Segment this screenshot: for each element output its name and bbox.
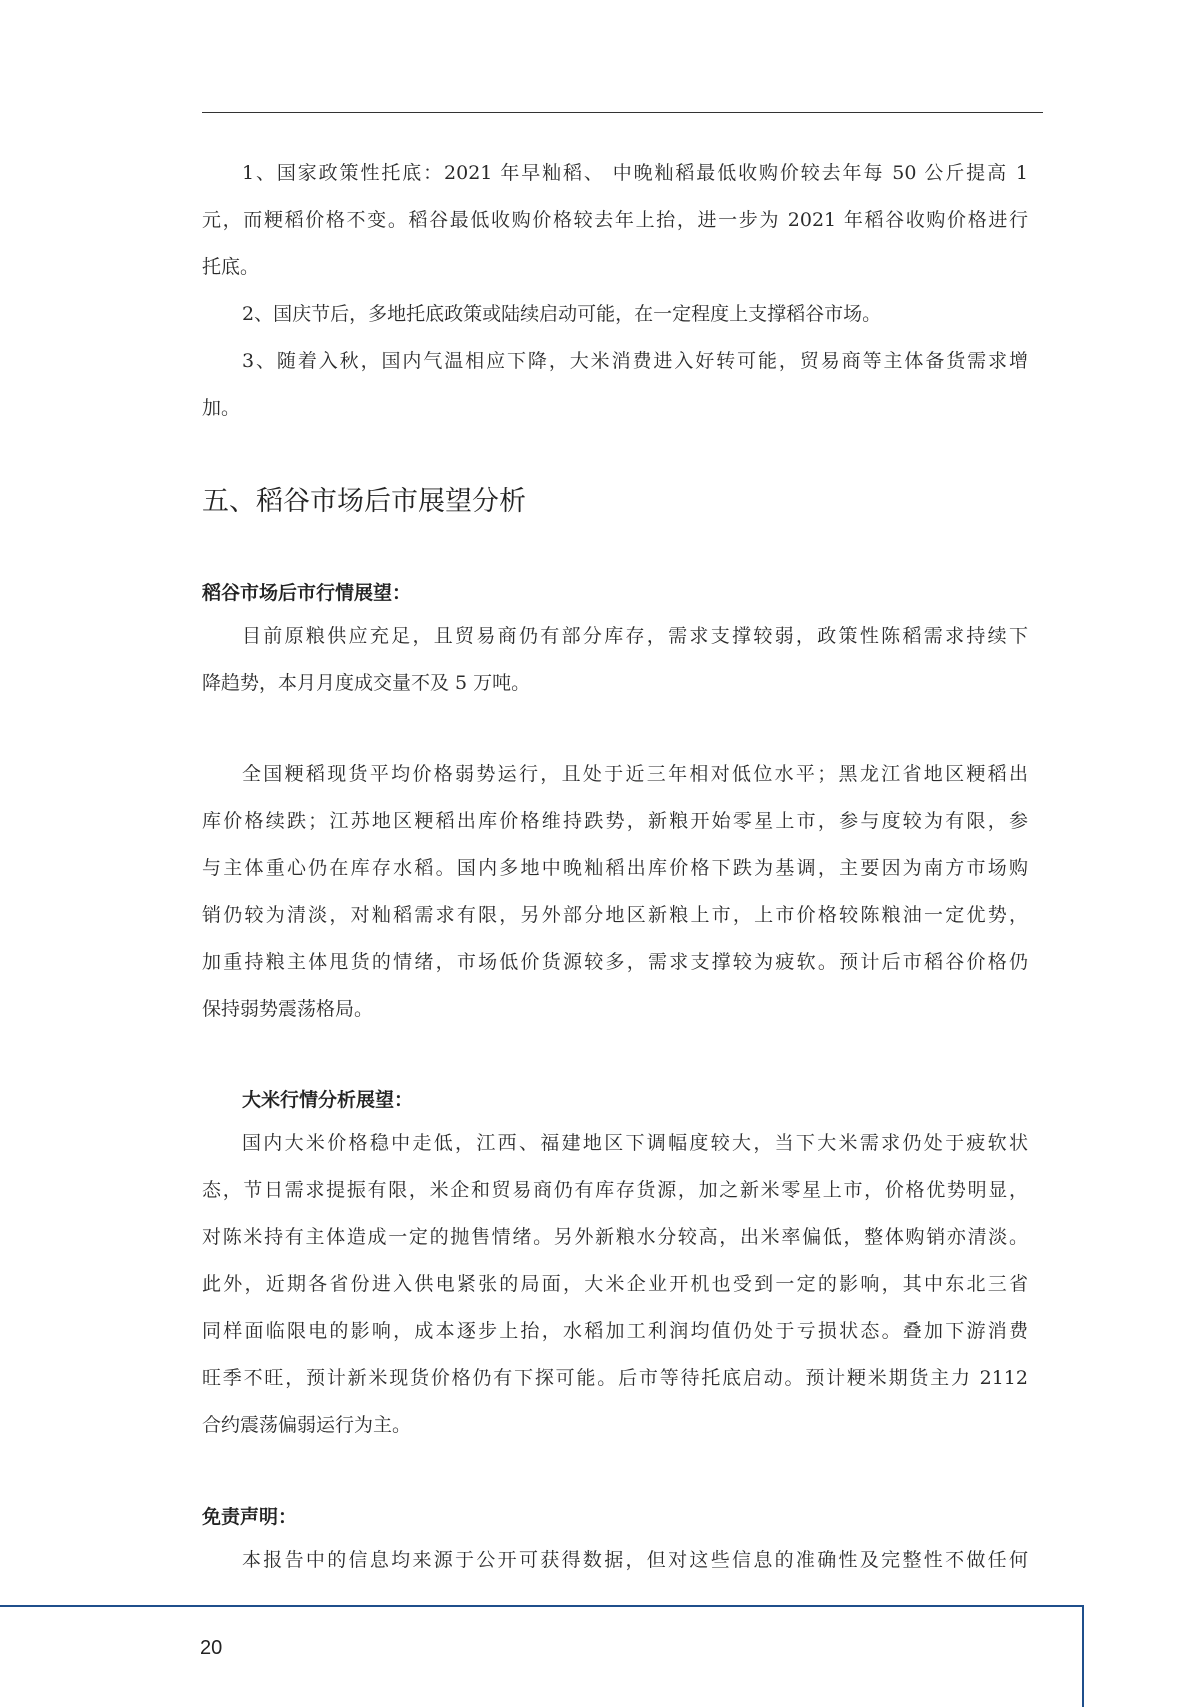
- paddy-outlook-paragraph-2: [202, 751, 1028, 1033]
- list-item-2: [202, 291, 1028, 338]
- text-line: 加重持粮主体甩货的情绪，市场低价货源较多，需求支撑较为疲软。预计后市稻谷价格仍: [202, 951, 1028, 973]
- rice-outlook-section: [202, 1080, 1028, 1449]
- intro-list: [202, 150, 1028, 432]
- paddy-outlook-section: [202, 573, 1028, 707]
- list-item-1: [202, 150, 1028, 291]
- text-line: 目前原粮供应充足，且贸易商仍有部分库存，需求支撑较弱，政策性陈稻需求持续下: [242, 625, 1028, 647]
- text-line: 同样面临限电的影响，成本逐步上抬，水稻加工利润均值仍处于亏损状态。叠加下游消费: [202, 1320, 1028, 1342]
- text-line: 加。: [202, 397, 241, 419]
- text-line: 旺季不旺，预计新米现货价格仍有下探可能。后市等待托底启动。预计粳米期货主力 2112: [202, 1367, 1028, 1389]
- disclaimer-paragraph: [202, 1537, 1028, 1584]
- header-rule: [202, 112, 1043, 113]
- paddy-outlook-paragraph-1: [202, 613, 1028, 707]
- paragraph: [202, 751, 1028, 1033]
- text-line: 本报告中的信息均来源于公开可获得数据，但对这些信息的准确性及完整性不做任何: [242, 1549, 1028, 1571]
- rice-outlook-heading: 大米行情分析展望：: [242, 1089, 414, 1111]
- disclaimer-heading: 免责声明：: [202, 1506, 298, 1528]
- text-line: 全国粳稻现货平均价格弱势运行，且处于近三年相对低位水平；黑龙江省地区粳稻出: [242, 763, 1028, 785]
- text-line: 库价格续跌；江苏地区粳稻出库价格维持跌势，新粮开始零星上市，参与度较为有限，参: [202, 810, 1028, 832]
- text-line: 态，节日需求提振有限，米企和贸易商仍有库存货源，加之新米零星上市，价格优势明显，: [202, 1179, 1028, 1201]
- text-line: 1、国家政策性托底：2021 年早籼稻、 中晚籼稻最低收购价较去年每 50 公斤提高 1: [242, 162, 1028, 184]
- paddy-outlook-heading: 稻谷市场后市行情展望：: [202, 582, 412, 604]
- disclaimer-section: [202, 1497, 1028, 1584]
- text-line: 合约震荡偏弱运行为主。: [202, 1414, 412, 1436]
- text-line: 销仍较为清淡，对籼稻需求有限，另外部分地区新粮上市，上市价格较陈粮油一定优势，: [202, 904, 1028, 926]
- text-line: 保持弱势震荡格局。: [202, 998, 374, 1020]
- page-number: 20: [200, 1637, 223, 1659]
- section-title: 五、稻谷市场后市展望分析: [202, 486, 526, 517]
- text-line: 与主体重心仍在库存水稻。国内多地中晚籼稻出库价格下跌为基调，主要因为南方市场购: [202, 857, 1028, 879]
- text-line: 2、国庆节后，多地托底政策或陆续启动可能，在一定程度上支撑稻谷市场。: [242, 303, 882, 325]
- list-item-3: [202, 338, 1028, 432]
- footer-frame: [0, 1605, 1084, 1707]
- text-line: 3、随着入秋，国内气温相应下降，大米消费进入好转可能，贸易商等主体备货需求增: [242, 350, 1028, 372]
- text-line: 托底。: [202, 256, 260, 278]
- text-line: 国内大米价格稳中走低，江西、福建地区下调幅度较大，当下大米需求仍处于疲软状: [242, 1132, 1028, 1154]
- text-line: 此外，近期各省份进入供电紧张的局面，大米企业开机也受到一定的影响，其中东北三省: [202, 1273, 1028, 1295]
- text-line: 对陈米持有主体造成一定的抛售情绪。另外新粮水分较高，出米率偏低，整体购销亦清淡。: [202, 1226, 1028, 1248]
- text-line: 降趋势，本月月度成交量不及 5 万吨。: [202, 672, 531, 694]
- text-line: 元，而粳稻价格不变。稻谷最低收购价格较去年上抬，进一步为 2021 年稻谷收购价格进行: [202, 209, 1028, 231]
- rice-outlook-paragraph: [202, 1120, 1028, 1449]
